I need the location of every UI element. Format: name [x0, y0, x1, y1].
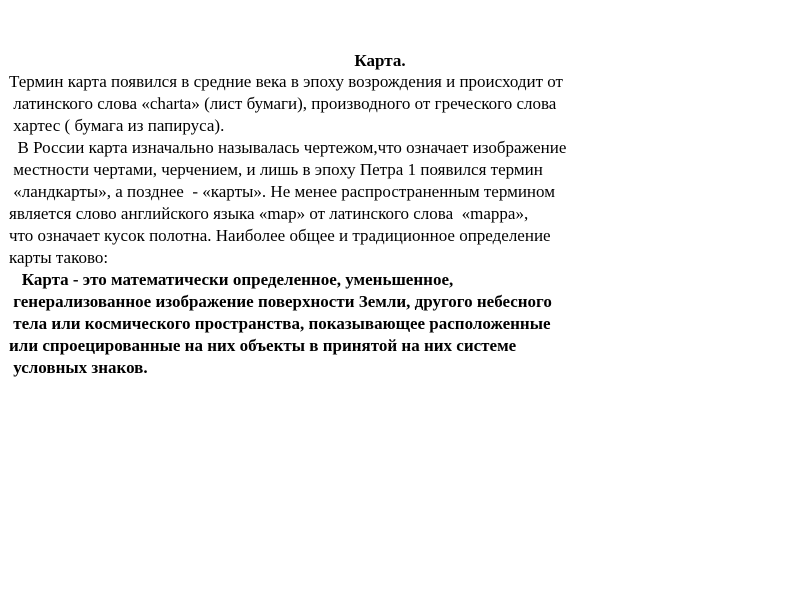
- definition-paragraph: [9, 269, 789, 379]
- text-line: хартес ( бумага из папируса).: [9, 116, 225, 135]
- slide-body: [9, 71, 789, 379]
- text-line: В России карта изначально называлась чертежом,что означает изображение: [9, 138, 567, 157]
- text-line: Термин карта появился в средние века в эпоху возрождения и происходит от: [9, 72, 563, 91]
- definition-line: генерализованное изображение поверхности Земли, другого небесного: [9, 292, 552, 311]
- slide-title: Карта.: [354, 51, 406, 70]
- text-line: что означает кусок полотна. Наиболее общее и традиционное определение: [9, 226, 551, 245]
- text-line: карты таково:: [9, 248, 109, 267]
- definition-line: или спроецированные на них объекты в принятой на них системе: [9, 336, 517, 355]
- text-line: местности чертами, черчением, и лишь в эпоху Петра 1 появился термин: [9, 160, 543, 179]
- intro-paragraph: [9, 71, 789, 269]
- definition-line: условных знаков.: [9, 358, 148, 377]
- text-line: «ландкарты», а позднее - «карты». Не менее распространенным термином: [9, 182, 555, 201]
- text-line: латинского слова «charta» (лист бумаги), производного от греческого слова: [9, 94, 557, 113]
- definition-line: тела или космического пространства, показывающее расположенные: [9, 314, 551, 333]
- text-line: является слово английского языка «map» от латинского слова «mappa»,: [9, 204, 529, 223]
- definition-line: Карта - это математически определенное, уменьшенное,: [9, 270, 454, 289]
